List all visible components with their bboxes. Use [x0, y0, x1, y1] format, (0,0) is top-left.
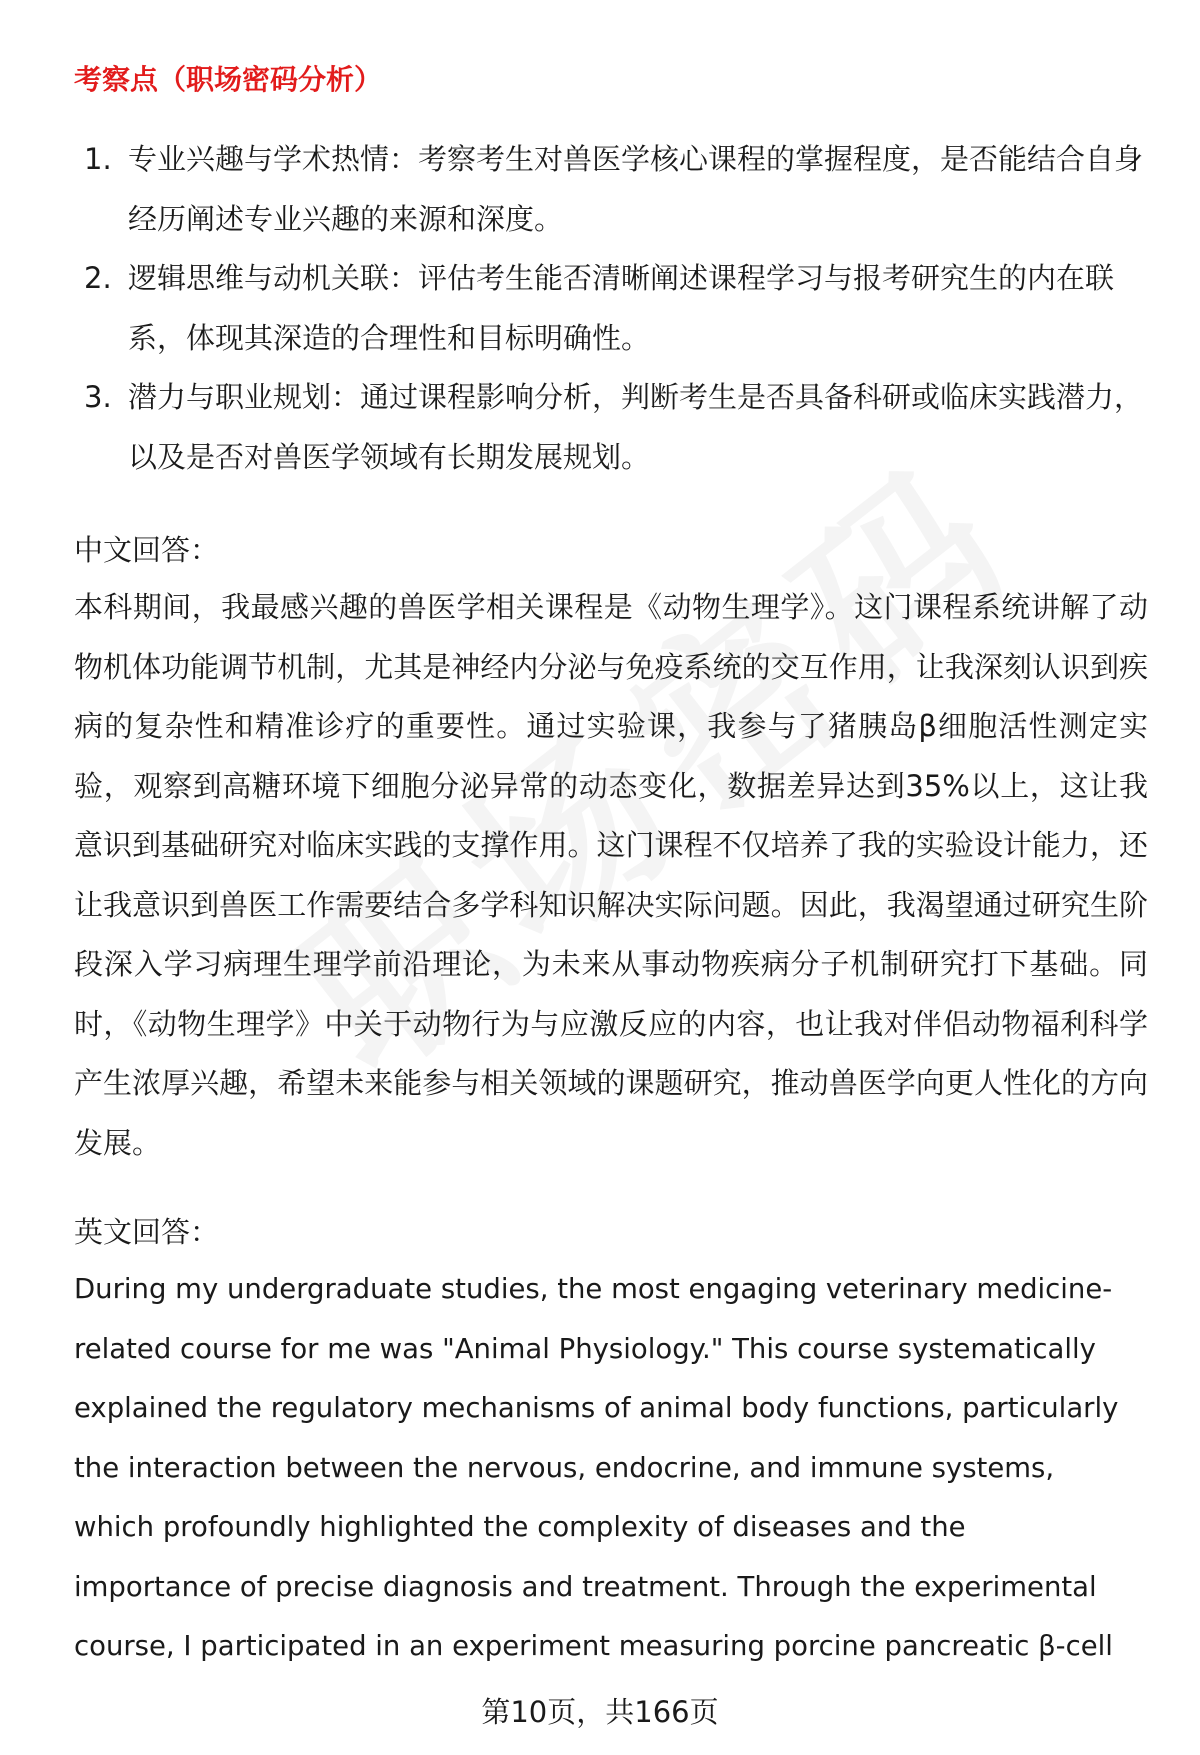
text-line: related course for me was "Animal Physiology." This course systematically	[74, 1332, 1096, 1365]
chinese-answer-label: 中文回答：	[74, 533, 220, 567]
text-line: which profoundly highlighted the complexity of diseases and the	[74, 1511, 966, 1543]
assessment-points-list	[74, 130, 1144, 487]
list-item	[74, 130, 1144, 249]
text-line: explained the regulatory mechanisms of animal body functions, particularly	[74, 1392, 1119, 1424]
english-answer-label: 英文回答：	[74, 1215, 220, 1249]
text-line: During my undergraduate studies, the most engaging veterinary medicine-	[74, 1273, 1113, 1305]
text-line: the interaction between the nervous, endocrine, and immune systems,	[74, 1451, 1055, 1484]
section-title: 考察点（职场密码分析）	[74, 63, 383, 96]
list-item-number: 2.	[84, 261, 112, 295]
chinese-answer-text: 本科期间，我最感兴趣的兽医学相关课程是《动物生理学》。这门课程系统讲解了动物机体功能调节机制，尤其是神经内分泌与免疫系统的交互作用，让我深刻认识到疾病的复杂性和精准诊疗的重要性。通过实验课，我参与了猪胰岛β细胞活性测定实验，观察到高糖环境下细胞分泌异常的动态变化，数据差异达到35%以上，这让我意识到基础研究对临床实践的支撑作用。这门课程不仅培养了我的实验设计能力，还让我意识到兽医工作需要结合多学科知识解决实际问题。因此，我渴望通过研究生阶段深入学习病理生理学前沿理论，为未来从事动物疾病分子机制研究打下基础。同时，《动物生理学》中关于动物行为与应激反应的内容，也让我对伴侣动物福利科学产生浓厚兴趣，希望未来能参与相关领域的课题研究，推动兽医学向更人性化的方向发展。	[74, 590, 1148, 1160]
list-item-number: 1.	[84, 142, 112, 176]
text-line: course, I participated in an experiment measuring porcine pancreatic β-cell	[74, 1630, 1113, 1662]
list-item-text: 专业兴趣与学术热情：考察考生对兽医学核心课程的掌握程度，是否能结合自身经历阐述专业兴趣的来源和深度。	[128, 142, 1144, 236]
page-number-footer: 第10页，共166页	[481, 1695, 719, 1729]
list-item-text: 逻辑思维与动机关联：评估考生能否清晰阐述课程学习与报考研究生的内在联系，体现其深造的合理性和目标明确性。	[128, 261, 1115, 355]
list-item	[74, 368, 1144, 487]
english-answer-text	[74, 1260, 1150, 1677]
list-item-text: 潜力与职业规划：通过课程影响分析，判断考生是否具备科研或临床实践潜力，以及是否对兽医学领域有长期发展规划。	[128, 380, 1144, 474]
text-line: importance of precise diagnosis and treatment. Through the experimental	[74, 1570, 1097, 1603]
list-item	[74, 249, 1144, 368]
list-item-number: 3.	[84, 380, 112, 414]
